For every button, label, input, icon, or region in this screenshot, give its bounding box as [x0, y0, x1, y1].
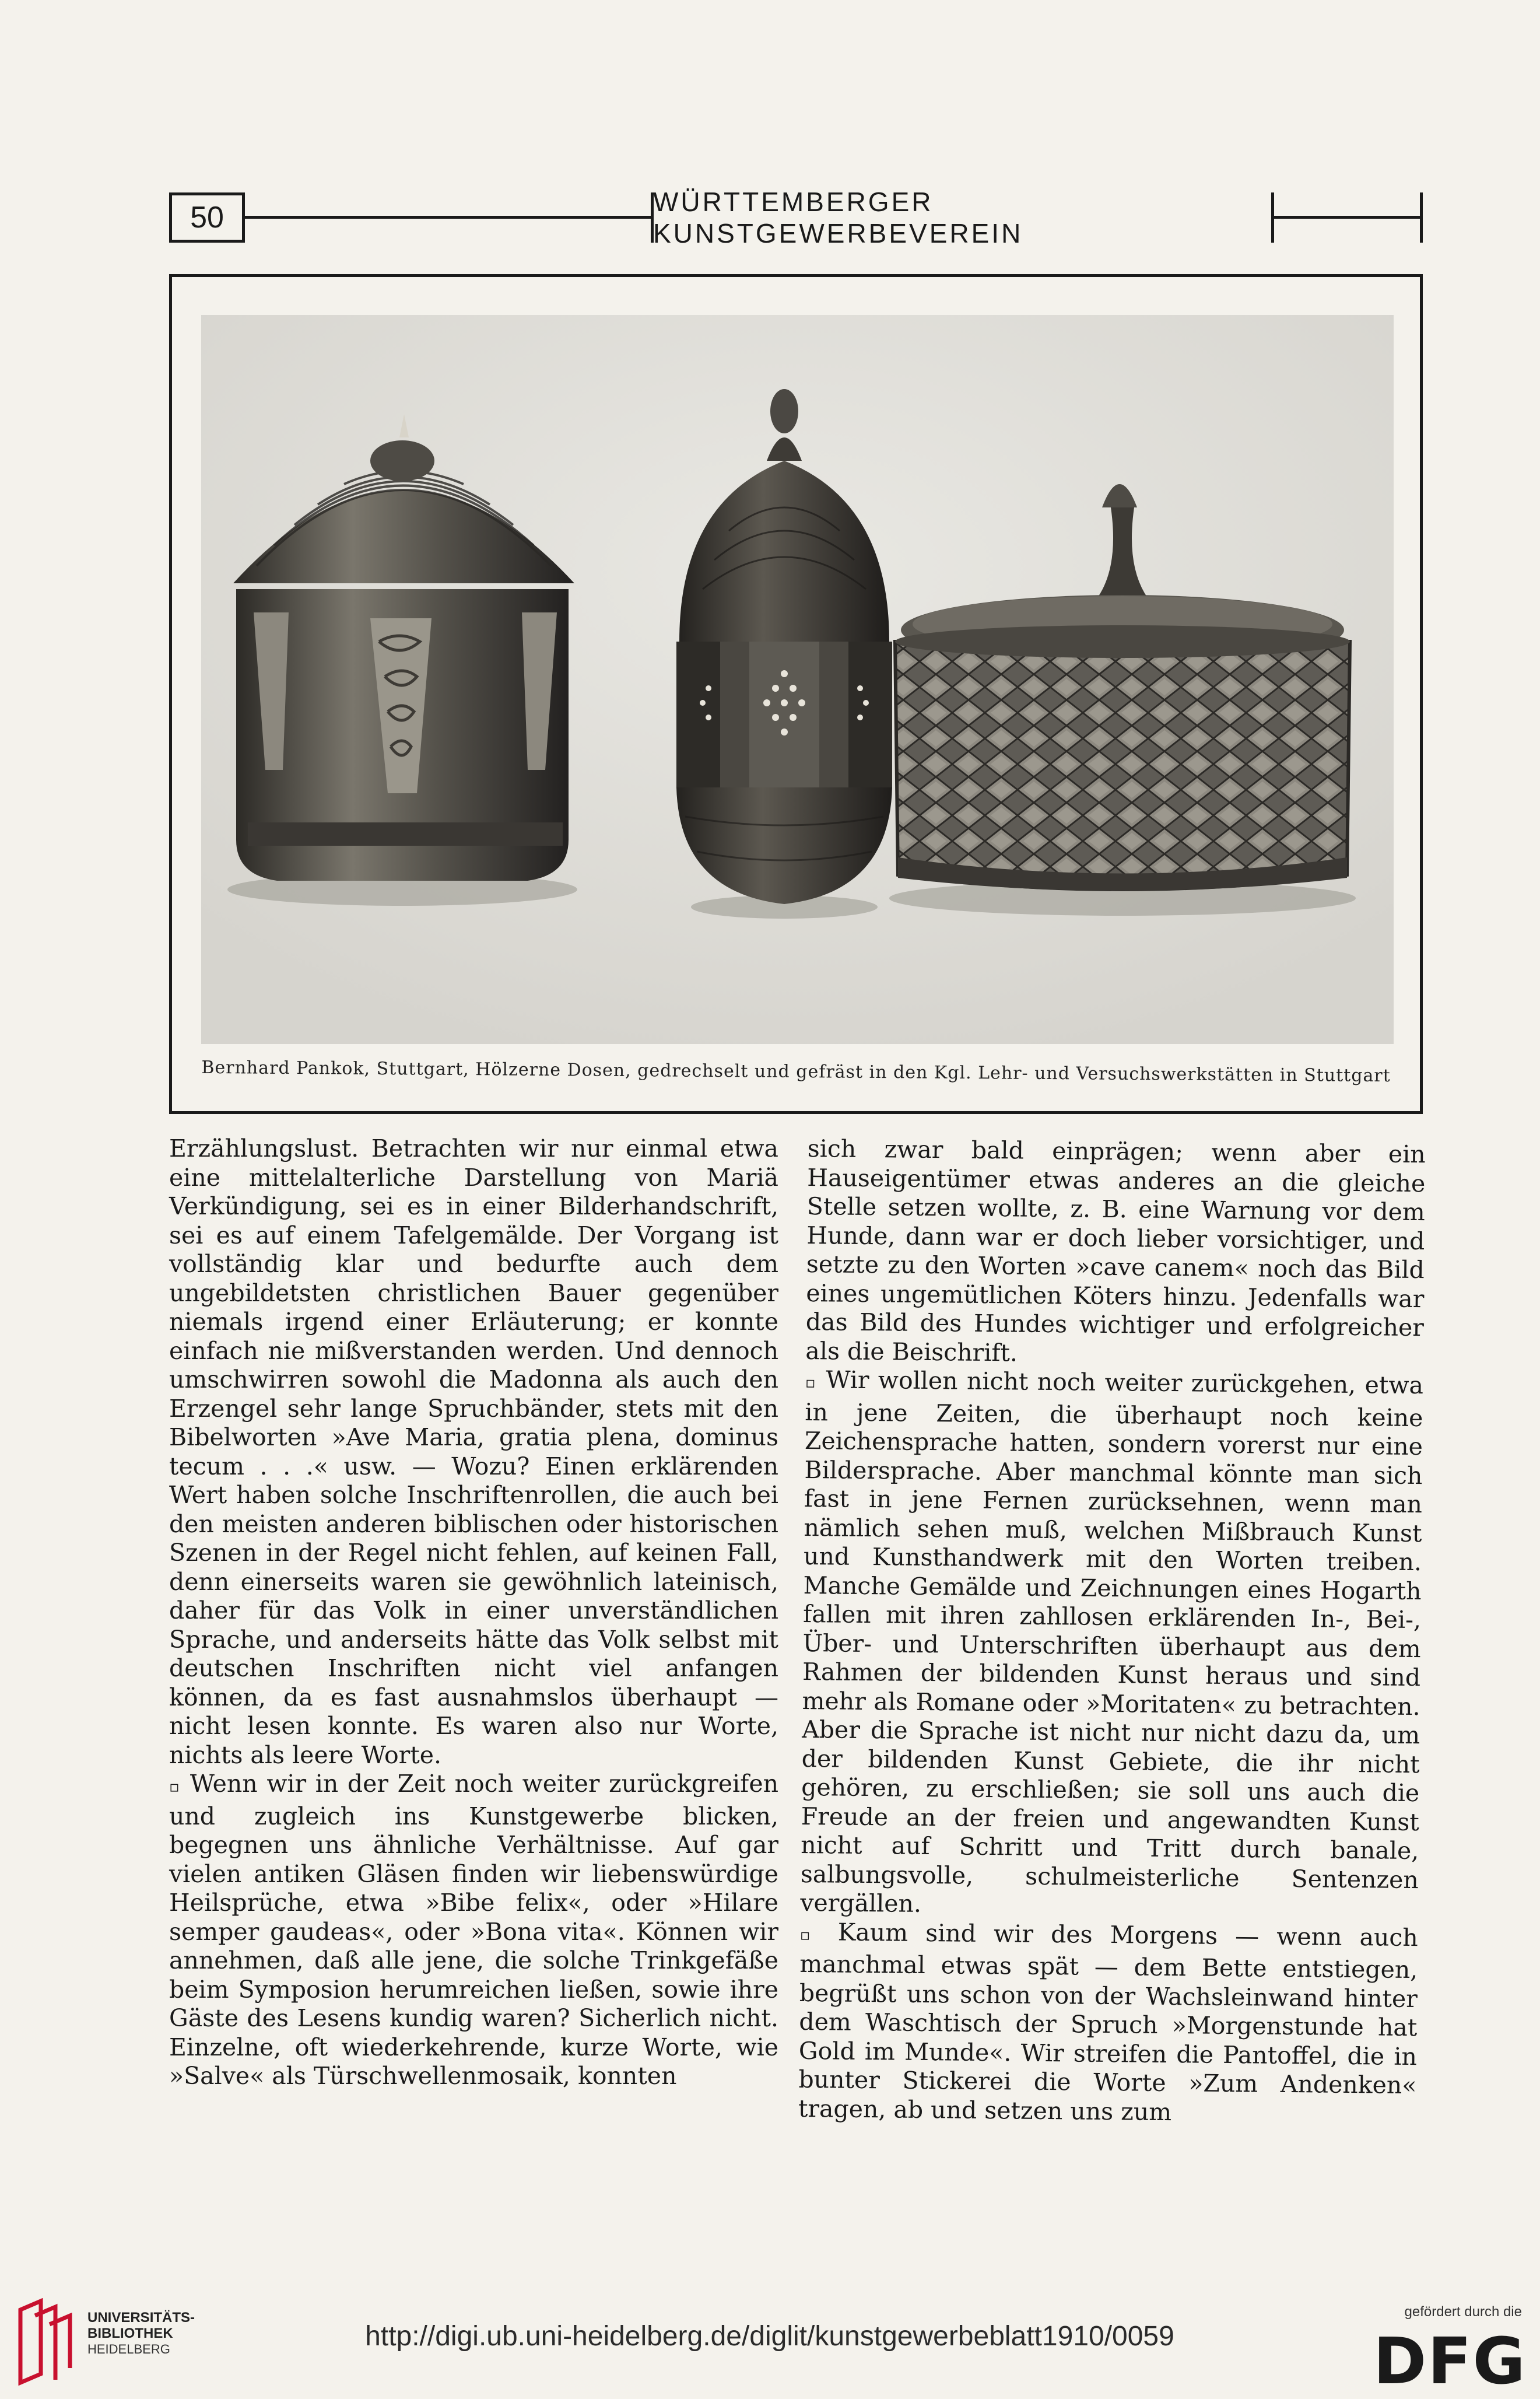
source-url-link[interactable]: http://digi.ub.uni-heidelberg.de/diglit/kunstgewerbeblatt1910/0059 — [365, 2321, 1174, 2352]
small-square-icon: ▫ — [805, 1374, 818, 1392]
funding-label: gefördert durch die — [1404, 2304, 1522, 2320]
figure-caption: Bernhard Pankok, Stuttgart, Hölzerne Dosen, gedrechselt und gefräst in den Kgl. Lehr- und Versuchswerkstätten in Stuttgart — [201, 1057, 1391, 1087]
header-rule-end — [1420, 192, 1423, 243]
small-square-icon: ▫ — [799, 1926, 820, 1944]
ub-heidelberg-logo-icon — [12, 2298, 82, 2386]
running-header — [169, 187, 1423, 248]
header-title: WÜRTTEMBERGER KUNSTGEWERBEVEREIN — [653, 187, 1023, 248]
paragraph: ▫ Wenn wir in der Zeit noch weiter zurückgreifen und zugleich ins Kunstgewerbe blicken, begegnen uns ähnliche Verhältnisse. Auf gar vielen antiken Gläsen finden wir liebenswürdige Heilsprüche, etwa »Bibe felix«, oder »Hilare semper gaudeas«, oder »Bona vita«. Können wir annehmen, daß alle jene, die solche Trinkgefäße beim Symposion herumreichen ließen, sowie ihre Gäste des Lesens kundig waren? Sicherlich nicht. Einzelne, oft wiederkehrende, kurze Worte, wie »Salve« als Türschwellenmosaik, konnten — [169, 1770, 778, 2090]
text-column-left — [169, 1134, 778, 2090]
dfg-logo: DFG — [1373, 2324, 1527, 2398]
library-name: UNIVERSITÄTS- BIBLIOTHEK HEIDELBERG — [87, 2310, 195, 2356]
page-number: 50 — [169, 192, 245, 243]
paragraph: ▫ Kaum sind wir des Morgens — wenn auch manchmal etwas spät — dem Bette entstiegen, begrüßt uns schon von der Wachsleinwand hinter dem Waschtisch der Spruch »Morgenstunde hat Gold im Munde«. Wir streifen die Pantoffel, die in bunter Stickerei die Worte »Zum Andenken« tragen, ab und setzen uns zum — [798, 1918, 1419, 2126]
header-rule-left — [244, 216, 653, 219]
photo-wooden-boxes — [201, 315, 1394, 1044]
small-square-icon: ▫ — [169, 1778, 181, 1796]
paragraph: Erzählungslust. Betrachten wir nur einmal etwa eine mittelalterliche Darstellung von Mariä Verkündigung, sei es in einer Bilderhandschrift, sei es auf einem Tafelgemälde. Der Vorgang ist vollständig klar und bedurfte auch dem ungebildetsten christlichen Bauer gegenüber niemals irgend einer Erläuterung; er konnte einfach nie mißverstanden werden. Und dennoch umschwirren sowohl die Madonna als auch den Erzengel sehr lange Spruchbänder, stets mit den Bibelworten »Ave Maria, gratia plena, dominus tecum . . .« usw. — Wozu? Einen erklärenden Wert haben solche Inschriftenrollen, die auch bei den meisten anderen biblischen oder historischen Szenen in der Regel nicht fehlen, auf keinen Fall, denn einerseits waren sie gewöhnlich lateinisch, daher für das Volk in einer unverständlichen Sprache, und anderseits hätte das Volk selbst mit deutschen Inschriften nicht viel anfangen können, da es fast ausnahmslos überhaupt — nicht lesen konnte. Es waren also nur Worte, nichts als leere Worte. — [169, 1134, 778, 1769]
header-rule-right — [1271, 216, 1423, 219]
paragraph: ▫ Wir wollen nicht noch weiter zurückgehen, etwa in jene Zeiten, die überhaupt noch keine Zeichensprache hatten, sondern vorerst nur eine Bildersprache. Aber manchmal könnte man sich fast in jene Fernen zurücksehnen, wenn man nämlich sehen muß, welchen Mißbrauch Kunst und Kunsthandwerk mit den Worten treiben. Manche Gemälde und Zeichnungen eines Hogarth fallen mit ihren zahllosen erklärenden In-, Bei-, Über- und Unterschriften überhaupt aus dem Rahmen der bildenden Kunst heraus und sind mehr als Romane oder »Moritaten« zu betrachten. Aber die Sprache ist nicht nur nicht dazu da, um der bildenden Kunst Gebiete, die ihr nicht gehören, zu erschließen; sie soll uns auch die Freude an der freien und angewandten Kunst nicht auf Schritt und Tritt durch banale, salbungsvolle, schulmeisterliche Sentenzen vergällen. — [800, 1365, 1424, 1918]
text-column-right — [798, 1134, 1426, 2126]
paragraph: sich zwar bald einprägen; wenn aber ein Hauseigentümer etwas anderes an die gleiche Stelle setzen wollte, z. B. eine Warnung vor dem Hunde, dann war er doch lieber vorsichtiger, und setzte zu den Worten »cave canem« noch das Bild eines ungemütlichen Köters hinzu. Jedenfalls war das Bild des Hundes wichtiger und erfolgreicher als die Beischrift. — [805, 1134, 1426, 1367]
digitization-footer — [0, 2298, 1540, 2399]
